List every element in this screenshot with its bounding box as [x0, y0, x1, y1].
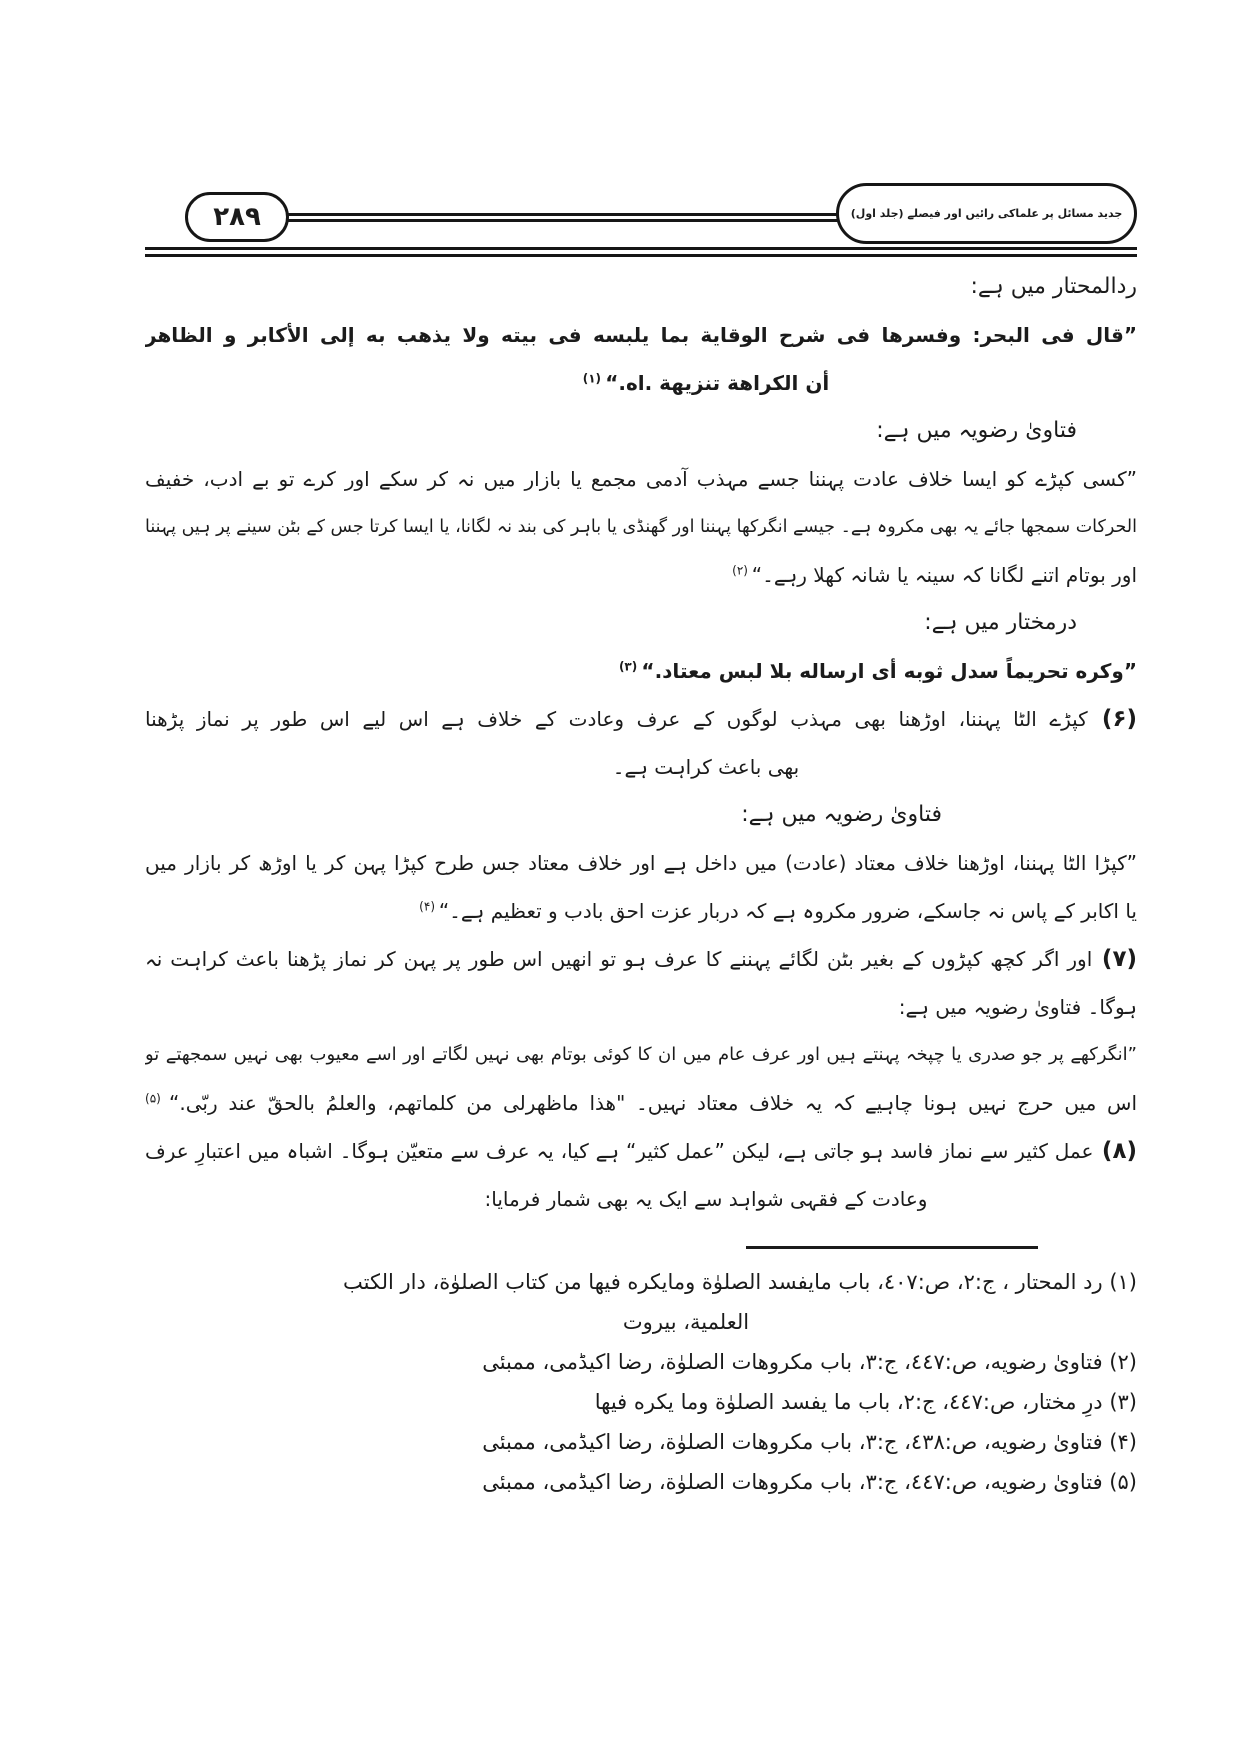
footnote-line [145, 1382, 1137, 1422]
book-title: جدید مسائل پر علماکی رائیں اور فیصلے (جلد اول) [850, 207, 1123, 220]
line-text: (۵) فتاویٰ رضویه، ص:٤٤٧، ج:٣، باب مکروهات الصلوٰة، رضا اکیڈمی، ممبئی [482, 1470, 1137, 1494]
line-text: (۳) درِ مختار، ص:٤٤٧، ج:٢، باب ما یفسد الصلوٰة وما یکره فیها [594, 1390, 1137, 1414]
page-number: ۲۸۹ [213, 202, 261, 232]
line-text: أن الكراهة تنزيهة .اه.“ [605, 371, 830, 395]
footnote-line [145, 1302, 1137, 1342]
line-text: (۱) رد المحتار ، ج:٢، ص:٤٠٧، باب مايفسد الصلوٰة ومايكره فيها من كتاب الصلوٰة، دار الكتب [343, 1270, 1137, 1294]
line-text: وعادت کے فقہی شواہد سے ایک یہ بھی شمار فرمایا: [484, 1187, 928, 1211]
text-line [145, 1175, 1137, 1223]
paragraph-number: (۸) [1093, 1138, 1137, 1164]
text-line [145, 551, 1137, 599]
page-number-badge [185, 192, 289, 242]
footnote-ref: (۳) [618, 659, 642, 674]
footnotes [145, 1262, 1137, 1502]
line-text: فتاویٰ رضویہ میں ہے: [741, 802, 942, 827]
line-text: درمختار میں ہے: [924, 610, 1077, 635]
body-text [145, 263, 1137, 1223]
line-text: اس میں حرج نہیں ہونا چاہیے کہ یہ خلاف معتاد نہیں۔ "هذا ماظهرلى من كلماتهم، والعلمُ بالحقّ عند ربّى.“ [169, 1091, 1137, 1115]
line-text: اور اگر کچھ کپڑوں کے بغیر بٹن لگائے پہننے کا عرف ہو تو انھیں اس طور پر پہن کر نماز پڑھنا باعث کراہت نہ [145, 947, 1093, 971]
text-line [145, 599, 1137, 647]
footnote-ref: (۵) [145, 1091, 170, 1106]
footnote-ref: (۴) [419, 899, 439, 914]
text-line [145, 695, 1137, 743]
text-line [145, 455, 1137, 503]
line-text: ہوگا۔ فتاویٰ رضویہ میں ہے: [898, 995, 1137, 1019]
footnote-line [145, 1462, 1137, 1502]
line-text: کپڑے الٹا پہننا، اوڑھنا بھی مہذب لوگوں کے عرف وعادت کے خلاف ہے اس لیے اس طور پر نماز پڑھنا [145, 707, 1088, 731]
text-line [145, 311, 1137, 359]
header-title-cartouche [836, 183, 1137, 244]
line-text: العلمية، بيروت [622, 1310, 750, 1334]
text-line [145, 983, 1137, 1031]
text-line [145, 1031, 1137, 1079]
text-line [145, 1079, 1137, 1127]
header-rule [145, 247, 1137, 257]
footnote-line [145, 1342, 1137, 1382]
paragraph-number: (۷) [1092, 946, 1137, 972]
line-text: ”کپڑا الٹا پہننا، اوڑھنا خلاف معتاد (عادت) میں داخل ہے اور خلاف معتاد جس طرح کپڑا پہن کر یا اوڑھ کر بازار میں [145, 851, 1137, 875]
text-line [145, 1127, 1137, 1175]
footnote-line [145, 1262, 1137, 1302]
text-line [145, 935, 1137, 983]
line-text: اور بوتام اتنے لگانا کہ سینہ یا شانہ کھلا رہے۔“ [751, 563, 1137, 587]
line-text: یا اکابر کے پاس نہ جاسکے، ضرور مکروہ ہے کہ دربار عزت احق بادب و تعظیم ہے۔“ [438, 899, 1137, 923]
line-text: ردالمحتار میں ہے: [970, 274, 1137, 299]
line-text: ”کسی کپڑے کو ایسا خلاف عادت پہننا جسے مہذب آدمی مجمع یا بازار میں نہ کر سکے اور کرے تو بے ادب، خفیف [145, 467, 1137, 491]
text-line [145, 359, 1137, 407]
text-line [145, 743, 1137, 791]
text-line [145, 407, 1137, 455]
line-text: ”قال فى البحر: وفسرها فى شرح الوقاية بما يلبسه فى بيته ولا يذهب به إلى الأكابر و الظاهر [145, 323, 1137, 347]
paragraph-number: (۶) [1087, 706, 1137, 732]
footnote-ref: (۱) [582, 371, 606, 386]
footnote-line [145, 1422, 1137, 1462]
text-line [145, 887, 1137, 935]
footnote-ref: (۲) [732, 563, 752, 578]
line-text: (۴) فتاویٰ رضویه، ص:٤٣٨، ج:٣، باب مکروهات الصلوٰة، رضا اکیڈمی، ممبئی [482, 1430, 1137, 1454]
text-line [145, 503, 1137, 551]
text-line [145, 647, 1137, 695]
header-connector-rule [286, 213, 838, 222]
text-line [145, 263, 1137, 311]
line-text: (۲) فتاویٰ رضویه، ص:٤٤٧، ج:٣، باب مکروهات الصلوٰة، رضا اکیڈمی، ممبئی [482, 1350, 1137, 1374]
line-text: عمل کثیر سے نماز فاسد ہو جاتی ہے، لیکن ”عمل کثیر“ ہے کیا، یہ عرف سے متعیّن ہوگا۔ اشباہ میں اعتبارِ عرف [145, 1139, 1094, 1163]
line-text: فتاویٰ رضویہ میں ہے: [876, 418, 1077, 443]
line-text: ”وكره تحريماً سدل ثوبه أى ارساله بلا لبس معتاد.“ [641, 659, 1137, 683]
line-text: الحرکات سمجھا جائے یہ بھی مکروہ ہے۔ جیسے انگرکھا پہننا اور گھنڈی یا باہر کی بند نہ لگانا، یا ایسا کرتا جس کے بٹن سینے پر ہیں پہننا [145, 517, 1137, 537]
footnote-separator [746, 1246, 1038, 1249]
text-line [145, 791, 1137, 839]
line-text: بھی باعث کراہت ہے۔ [612, 755, 800, 779]
text-line [145, 839, 1137, 887]
line-text: ”انگرکھے پر جو صدری یا چپخہ پہنتے ہیں اور عرف عام میں ان کا کوئی بوتام بھی نہیں لگاتے اور اسے معیوب بھی نہیں سمجھتے تو [145, 1044, 1137, 1065]
